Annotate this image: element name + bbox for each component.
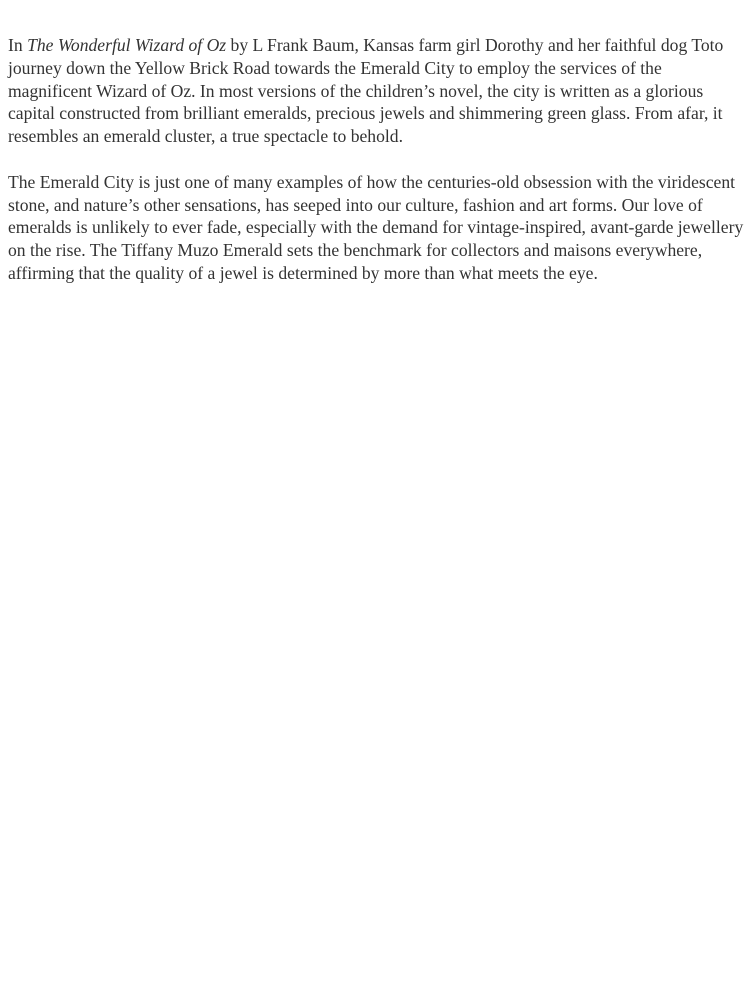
paragraph-prefix: In [8,35,28,55]
book-title: The Wonderful Wizard of Oz [27,35,227,55]
paragraph-emerald-obsession: The Emerald City is just one of many examples of how the centuries-old obsession with the viridescent stone, and nature’s other sensations, has seeped into our culture, fashion and art forms. Our love of emeralds is unlikely to ever fade, especially with the demand for vintage-inspired, avant-garde jewellery on the rise. The Tiffany Muzo Emerald sets the benchmark for collectors and maisons everywhere, affirming that the quality of a jewel is determined by more than what meets the eye. [8,171,744,283]
paragraph-emerald-city-intro [8,34,744,148]
article-body [8,34,744,308]
paragraph-body: by L Frank Baum, Kansas farm girl Dorothy and her faithful dog Toto journey down the Yellow Brick Road towards the Emerald City to employ the services of the magnificent Wizard of Oz. In most versions of the children’s novel, the city is written as a glorious capital constructed from brilliant emeralds, precious jewels and shimmering green glass. From afar, it resembles an emerald cluster, a true spectacle to behold. [8,35,724,147]
